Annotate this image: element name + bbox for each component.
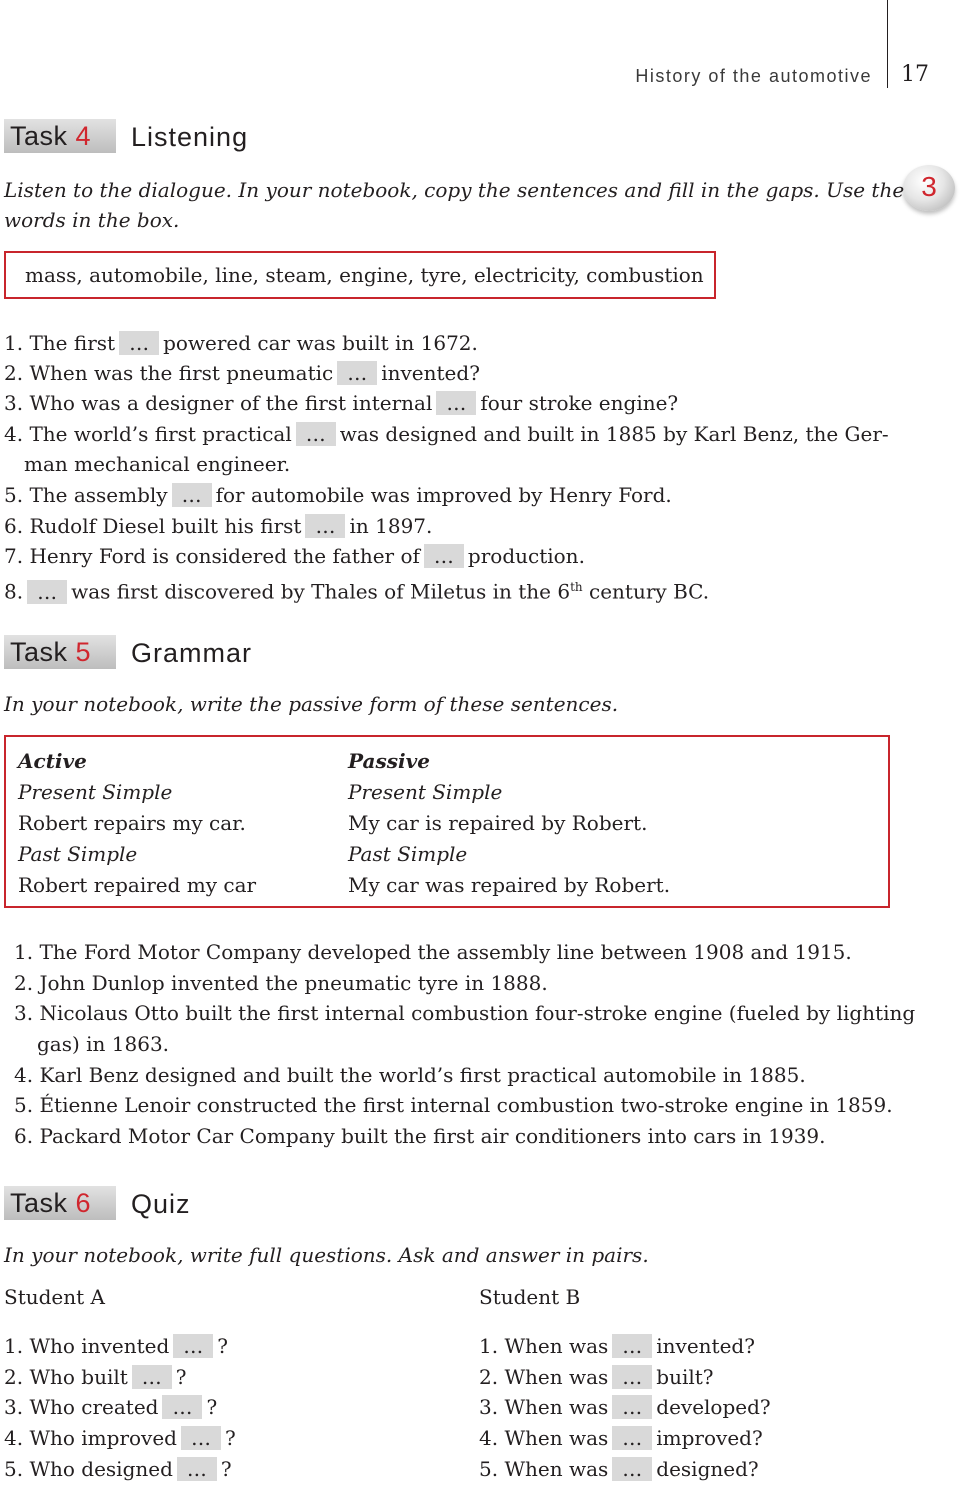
text-fragment: production. (467, 544, 585, 568)
text-fragment: 6. Rudolf Diesel built his first (4, 514, 302, 538)
text-fragment: ? (220, 1457, 232, 1481)
student-b-item-4 (479, 1423, 763, 1453)
task-6-instruction: In your notebook, write full questions. Ask and answer in pairs. (4, 1243, 649, 1267)
active-example-2: Robert repaired my car (18, 873, 257, 897)
gap-blank: … (173, 1334, 213, 1358)
text-fragment: 1. Who invented (4, 1334, 170, 1358)
text-fragment: Task (10, 1188, 68, 1218)
text-fragment: 7. Henry Ford is considered the father of (4, 544, 420, 568)
student-a-item-1 (4, 1331, 228, 1361)
active-example-1: Robert repairs my car. (18, 811, 246, 835)
task-5-title: Grammar (131, 638, 252, 668)
text-fragment: invented? (656, 1334, 755, 1358)
text-fragment: 3. Who created (4, 1395, 159, 1419)
text-fragment: in 1897. (349, 514, 433, 538)
active-tense-2: Past Simple (18, 842, 138, 866)
text-fragment: was designed and built in 1885 by Karl Benz, the Ger- (339, 422, 889, 446)
gap-blank: … (612, 1365, 652, 1389)
unit-badge (903, 165, 955, 211)
task-4-item-1 (4, 328, 478, 358)
task-4-item-3 (4, 388, 678, 418)
task-6-title: Quiz (131, 1189, 191, 1219)
student-a-heading: Student A (4, 1285, 105, 1309)
passive-tense-1: Present Simple (348, 780, 503, 804)
text-fragment: four stroke engine? (480, 391, 679, 415)
gap-blank: … (172, 483, 212, 507)
active-heading: Active (18, 749, 87, 773)
gap-blank: … (612, 1395, 652, 1419)
text-fragment: 5 (75, 637, 92, 667)
passive-tense-2: Past Simple (348, 842, 468, 866)
task-5-item-2: 2. John Dunlop invented the pneumatic tyre in 1888. (14, 971, 548, 995)
gap-blank: … (27, 580, 67, 604)
task-4-item-7 (4, 541, 585, 571)
gap-blank: … (436, 391, 476, 415)
text-fragment: ? (224, 1426, 236, 1450)
task-5-item-5: 5. Étienne Lenoir constructed the first internal combustion two-stroke engine in 1859. (14, 1093, 893, 1117)
text-fragment: 3. Who was a designer of the first internal (4, 391, 433, 415)
gap-blank: … (296, 422, 336, 446)
student-b-item-5 (479, 1454, 759, 1484)
text-fragment: 4 (75, 121, 92, 151)
gap-blank: … (612, 1334, 652, 1358)
text-fragment: powered car was built in 1672. (163, 331, 478, 355)
text-fragment: was first discovered by Thales of Miletus in the 6 (71, 579, 571, 604)
task-4-item-4-cont: man mechanical engineer. (24, 452, 291, 476)
unit-number: 3 (921, 171, 937, 202)
word-box (4, 251, 716, 299)
gap-blank: … (612, 1426, 652, 1450)
text-fragment: 2. Who built (4, 1365, 128, 1389)
passive-example-2: My car was repaired by Robert. (348, 873, 671, 897)
student-b-item-2 (479, 1362, 714, 1392)
gap-blank: … (181, 1426, 221, 1450)
page-number: 17 (901, 62, 929, 87)
gap-blank: … (132, 1365, 172, 1389)
text-fragment: 5. Who designed (4, 1457, 173, 1481)
student-b-item-1 (479, 1331, 755, 1361)
task-5-label (4, 635, 116, 669)
text-fragment: invented? (381, 361, 480, 385)
text-fragment: for automobile was improved by Henry Ford. (215, 483, 672, 507)
student-a-item-4 (4, 1423, 236, 1453)
gap-blank: … (424, 544, 464, 568)
running-header: History of the automotive (635, 66, 872, 86)
active-tense-1: Present Simple (18, 780, 173, 804)
passive-example-1: My car is repaired by Robert. (348, 811, 648, 835)
gap-blank: … (119, 331, 159, 355)
task-4-title: Listening (131, 122, 249, 152)
task-4-item-2 (4, 358, 480, 388)
task-5-item-6: 6. Packard Motor Car Company built the first air conditioners into cars in 1939. (14, 1124, 826, 1148)
gap-blank: … (305, 514, 345, 538)
task-4-instruction: Listen to the dialogue. In your notebook, copy the sentences and fill in the gaps. Use the (4, 178, 905, 202)
text-fragment: 3. When was (479, 1395, 609, 1419)
gap-blank: … (177, 1457, 217, 1481)
task-5-item-3: 3. Nicolaus Otto built the first internal combustion four-stroke engine (fueled by lighting (14, 1001, 916, 1025)
task-5-item-3-cont: gas) in 1863. (37, 1032, 170, 1056)
student-a-item-3 (4, 1392, 217, 1422)
text-fragment: built? (656, 1365, 714, 1389)
text-fragment: designed? (656, 1457, 759, 1481)
student-a-item-5 (4, 1454, 232, 1484)
text-fragment: 2. When was the first pneumatic (4, 361, 334, 385)
task-6-label (4, 1186, 116, 1220)
task-5-instruction: In your notebook, write the passive form of these sentences. (4, 692, 619, 716)
task-4-label (4, 119, 116, 153)
word-box-text: mass, automobile, line, steam, engine, tyre, electricity, combustion (25, 263, 704, 287)
text-fragment: improved? (656, 1426, 763, 1450)
passive-column (348, 746, 670, 901)
text-fragment: developed? (656, 1395, 771, 1419)
text-fragment: 1. The first (4, 331, 116, 355)
text-fragment: 5. When was (479, 1457, 609, 1481)
text-fragment: 1. When was (479, 1334, 609, 1358)
task-5-item-1: 1. The Ford Motor Company developed the assembly line between 1908 and 1915. (14, 940, 852, 964)
student-b-item-3 (479, 1392, 771, 1422)
text-fragment: 4. When was (479, 1426, 609, 1450)
gap-blank: … (337, 361, 377, 385)
text-fragment: 5. The assembly (4, 483, 168, 507)
text-fragment: ? (175, 1365, 187, 1389)
student-b-heading: Student B (479, 1285, 581, 1309)
active-column (18, 746, 256, 901)
text-fragment: 2. When was (479, 1365, 609, 1389)
gap-blank: … (612, 1457, 652, 1481)
text-fragment: 4. The world’s first practical (4, 422, 292, 446)
text-fragment: Task (10, 637, 68, 667)
text-fragment: Task (10, 121, 68, 151)
task-4-item-5 (4, 480, 672, 510)
text-fragment: th (570, 580, 583, 594)
passive-table (4, 735, 890, 908)
text-fragment: century BC. (582, 579, 710, 604)
text-fragment: ? (206, 1395, 218, 1419)
task-4-item-4 (4, 419, 889, 449)
text-fragment: 6 (75, 1188, 92, 1218)
passive-heading: Passive (348, 749, 430, 773)
text-fragment: 4. Who improved (4, 1426, 177, 1450)
text-fragment: ? (217, 1334, 228, 1358)
task-5-item-4: 4. Karl Benz designed and built the world’s first practical automobile in 1885. (14, 1063, 806, 1087)
task-4-instruction-cont: words in the box. (4, 208, 180, 232)
student-a-item-2 (4, 1362, 187, 1392)
text-fragment: 8. (4, 579, 24, 604)
task-4-item-8 (4, 572, 709, 607)
gap-blank: … (162, 1395, 202, 1419)
task-4-item-6 (4, 511, 432, 541)
header-divider (887, 0, 888, 88)
